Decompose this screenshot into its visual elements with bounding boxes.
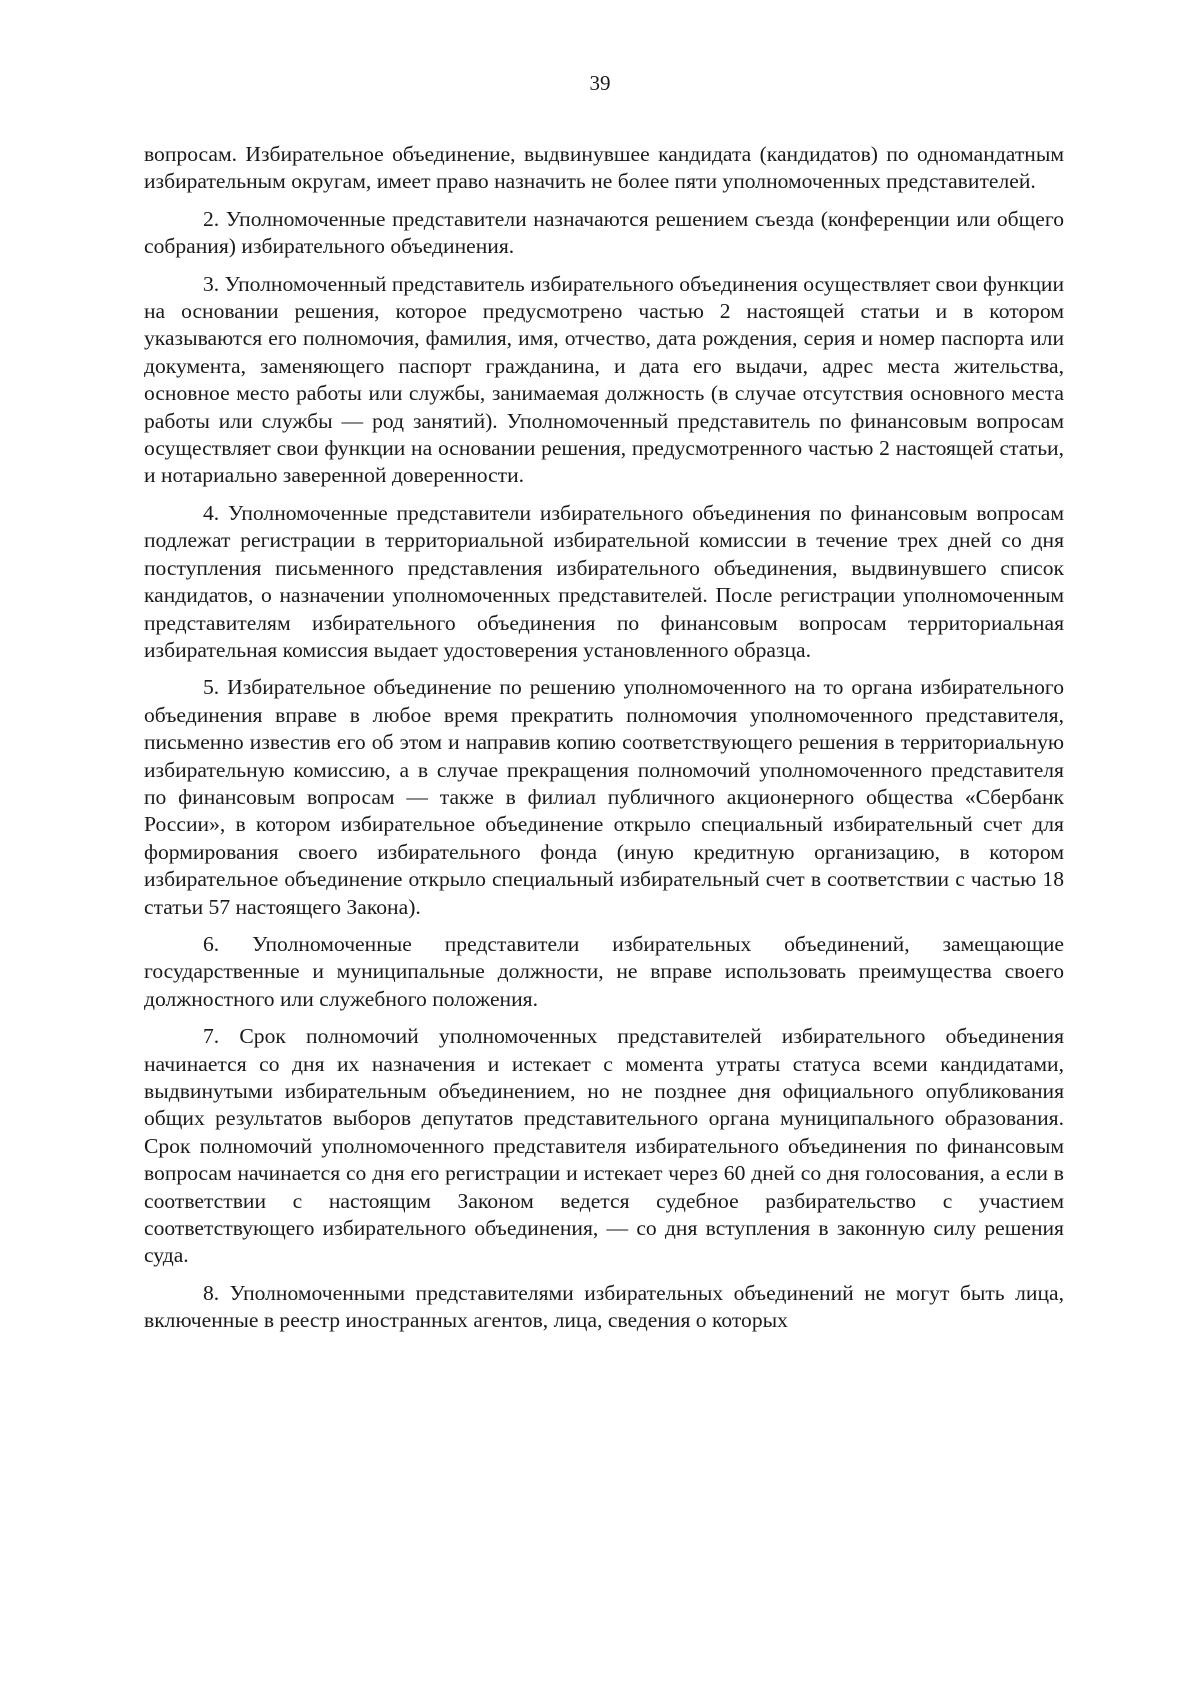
paragraph-4: 4. Уполномоченные представители избирательного объединения по финансовым вопросам подлежат регистрации в территориальной избирательной комиссии в течение трех дней со дня поступления письменного представления избирательного объединения, выдвинувшего список кандидатов, о назначении уполномоченных представителей. После регистрации уполномоченным представителям избирательного объединения по финансовым вопросам территориальная избирательная комиссия выдает удостоверения установленного образца. (144, 500, 1064, 662)
page-number: 39 (589, 71, 611, 95)
paragraph-6: 6. Уполномоченные представители избирательных объединений, замещающие государственные и муниципальные должности, не вправе использовать преимущества своего должностного или служебного положения. (144, 931, 1064, 1011)
paragraph-8: 8. Уполномоченными представителями избирательных объединений не могут быть лица, включенные в реестр иностранных агентов, лица, сведения о которых (144, 1280, 1064, 1333)
paragraph-continuation: вопросам. Избирательное объединение, выдвинувшее кандидата (кандидатов) по одномандатным избирательным округам, имеет право назначить не более пяти уполномоченных представителей. (144, 142, 1064, 194)
paragraph-2: 2. Уполномоченные представители назначаются решением съезда (конференции или общего собрания) избирательного объединения. (144, 206, 1064, 259)
document-body (144, 141, 1064, 1345)
paragraph-7: 7. Срок полномочий уполномоченных представителей избирательного объединения начинается со дня их назначения и истекает с момента утраты статуса всеми кандидатами, выдвинутыми избирательным объединением, но не позднее дня официального опубликования общих результатов выборов депутатов представительного органа муниципального образования. Срок полномочий уполномоченного представителя избирательного объединения по финансовым вопросам начинается со дня его регистрации и истекает через 60 дней со дня голосования, а если в соответствии с настоящим Законом ведется судебное разбирательство с участием соответствующего избирательного объединения, — со дня вступления в законную силу решения суда. (144, 1024, 1064, 1268)
paragraph-5: 5. Избирательное объединение по решению уполномоченного на то органа избирательного объединения вправе в любое время прекратить полномочия уполномоченного представителя, письменно известив его об этом и направив копию соответствующего решения в территориальную избирательную комиссию, а в случае прекращения полномочий уполномоченного представителя по финансовым вопросам — также в филиал публичного акционерного общества «Сбербанк России», в котором избирательное объединение открыло специальный избирательный счет для формирования своего избирательного фонда (иную кредитную организацию, в котором избирательное объединение открыло специальный избирательный счет в соответствии с частью 18 статьи 57 настоящего Закона). (144, 675, 1064, 919)
paragraph-3: 3. Уполномоченный представитель избирательного объединения осуществляет свои функции на основании решения, которое предусмотрено частью 2 настоящей статьи и в котором указываются его полномочия, фамилия, имя, отчество, дата рождения, серия и номер паспорта или документа, заменяющего паспорт гражданина, и дата его выдачи, адрес места жительства, основное место работы или службы, занимаемая должность (в случае отсутствия основного места работы или службы — род занятий). Уполномоченный представитель по финансовым вопросам осуществляет свои функции на основании решения, предусмотренного частью 2 настоящей статьи, и нотариально заверенной доверенности. (144, 271, 1064, 488)
